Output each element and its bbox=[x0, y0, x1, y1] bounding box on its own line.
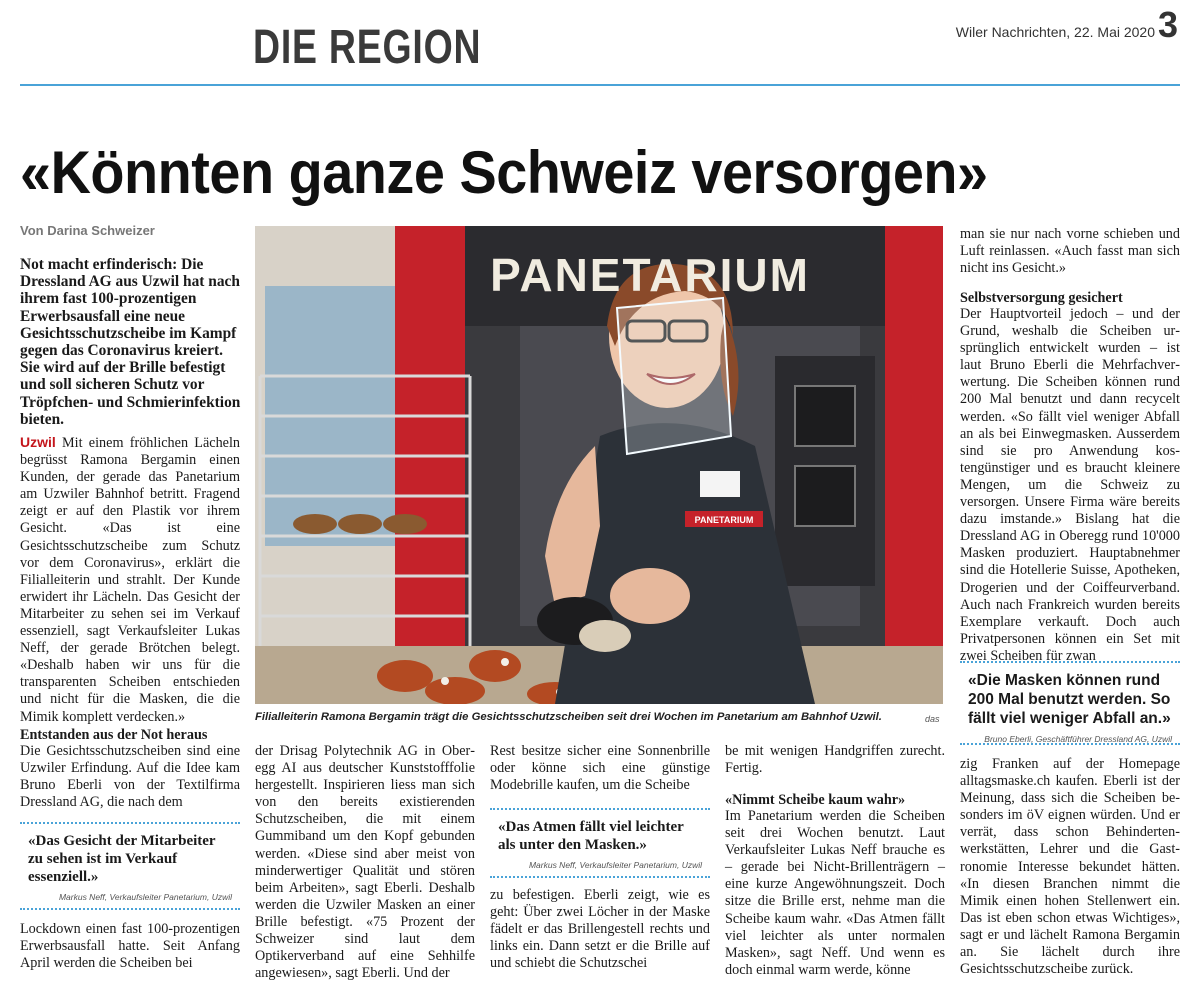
pull-quote-3 bbox=[960, 661, 1180, 745]
headline: «Könnten ganze Schweiz versorgen» bbox=[20, 139, 988, 206]
apron-logo-text: PANETARIUM bbox=[694, 515, 754, 525]
column-5-paragraph-1: man sie nur nach vorne schieben und Luft reinlassen. «Auch fasst man sich nicht ins Gesicht.» bbox=[960, 226, 1180, 277]
column-4-paragraph-2: Im Panetarium werden die Scheiben seit drei Wochen benutzt. Laut Verkaufsleiter Lukas Neff brauche es – gerade bei Nicht-Brillenträgern – eine kurze Angewöhnungszeit. Doch sitze die Brille erst, nehme man die Scheibe kaum wahr. «Das Atmen fällt viel leichter als unter normalen Masken», sagt Neff. Und wenn es doch einmal warm werde, könne bbox=[725, 808, 945, 978]
photo-caption: Filialleiterin Ramona Bergamin trägt die Gesichtsschutzscheiben seit drei Wochen im Panetarium am Bahnhof Uzwil. bbox=[255, 711, 882, 723]
pull-quote-1 bbox=[20, 822, 240, 910]
column-2-paragraph-1: der Drisag Polytechnik AG in Oberegg AI aus deutscher Kunststofffolie hergestellt. Inspirieren liess man sich von den bereits existierenden Schutzscheiben, die mit einem Gummiband um den Kopf gebunden werden. «Diese sind aber meist von minderwertiger Qualität und stören beim Arbeiten», sagt Eberli. Deshalb werden die Uzwiler Masken an einer Brille befestigt. «75 Prozent der Schweizer sind laut dem Optikerverband auf eine Sehhilfe angewiesen», sagt Eberli. Und der bbox=[255, 743, 475, 982]
column-5-paragraph-3: zig Franken auf der Homepage alltagsmaske.ch kaufen. Eberli ist der Meinung, dass sich die Scheiben besonders im öV eignen würden. Und er verrät, dass schon Behindertenwerkstätten, Lehrer und die Gastronomie Interesse bekundet hätten. «In diesen Branchen nimmt die Mimik einen hohen Stellenwert ein. Das ist eben schon etwas Wichtiges», sagt er und lächelt Ramona Bergamin an. Sie lächelt durch ihre Gesichtsschutzscheibe zurück. bbox=[960, 756, 1180, 978]
byline: Von Darina Schweizer bbox=[20, 223, 155, 238]
section-title: DIE REGION bbox=[253, 21, 482, 74]
panetarium-sign-text: PANETARIUM bbox=[490, 249, 810, 301]
column-5-paragraph-2: Der Hauptvorteil jedoch – und der Grund, weshalb die Scheiben ursprünglich entwickelt wurden – ist laut Bruno Eberli die Mehrfachverwertung. Die Scheiben können rund 200 Mal benutzt und dann recycelt werden. «So fällt viel weniger Abfall an als bei Einwegmasken. Ausserdem sind sie pro Anwendung kostengünstiger und es braucht kleinere Mengen, um die Schweiz zu versorgen. Unsere Firma wäre bereits dazu imstande.» Bislang hat die Dressland AG in Oberegg rund 10'000 Masken produziert. Hauptabnehmer sind die Hotellerie Suisse, Apotheken, Drogerien und der Coiffeurverband. Auch nach Frankreich wurden bereits Exemplare verkauft. Doch auch Privatpersonen können ein Set mit zwei Scheiben für zwan bbox=[960, 306, 1180, 664]
column-1-body bbox=[20, 434, 240, 726]
pull-quote-2-text: «Das Atmen fällt viel leichter als unter den Masken.» bbox=[498, 819, 684, 853]
subheading-1: Entstanden aus der Not heraus bbox=[20, 727, 208, 743]
pull-quote-2 bbox=[490, 808, 710, 878]
location-kicker: Uzwil bbox=[20, 434, 56, 450]
column-3-paragraph-2: zu befestigen. Eberli zeigt, wie es geht: Über zwei Löcher in der Maske fädelt er das Brillengestell rechts und links ein. Dann setzt er die Brille auf und schiebt die Schutzschei bbox=[490, 887, 710, 972]
column-4-paragraph-1: be mit wenigen Handgriffen zurecht. Fertig. bbox=[725, 743, 945, 777]
pull-quote-3-source: Bruno Eberli, Geschäftführer Dressland AG, Uzwil bbox=[984, 734, 1172, 744]
subheading-2: «Nimmt Scheibe kaum wahr» bbox=[725, 792, 906, 808]
lead-paragraph: Not macht erfinderisch: Die Dressland AG aus Uzwil hat nach ihrem fast 100-prozentigen Erwerbsausfall eine neue Gesichtsschutzscheibe im Kampf gegen das Coronavirus kreiert. Sie wird auf der Brille befestigt und soll sicheren Schutz vor Tröpfchen- und Schmierinfektion bieten. bbox=[20, 256, 241, 428]
header-rule bbox=[20, 84, 1180, 86]
pull-quote-3-text: «Die Masken können rund 200 Mal benutzt werden. So fällt viel weniger Abfall an.» bbox=[968, 672, 1171, 727]
column-1-paragraph-1: Mit einem fröhlichen Lächeln begrüsst Ramona Bergamin einen Kunden, der gerade das Panetarium am Uzwiler Bahnhof betritt. Fragend zeigt er auf den Plastik vor ihrem Gesicht. «Das ist eine Gesichtsschutzscheibe zum Schutz vor dem Coronavirus», erklärt die Filialleiterin und strahlt. Der Kunde erwidert ihr Lächeln. Das Gesicht der Mitarbeiter zu sehen sei im Verkauf essenziell, sagt Verkaufsleiter Lukas Neff, der gerade Brötchen belegt. «Deshalb haben wir uns für die transparenten Scheiben entschieden und nicht für die Masken, die die Mimik komplett verdecken.» bbox=[20, 435, 240, 725]
column-1-paragraph-2: Die Gesichtsschutzscheiben sind eine Uzwiler Erfindung. Auf die Idee kam Bruno Eberli von der Textilfirma Dressland AG, die nach dem bbox=[20, 743, 240, 811]
page-number: 3 bbox=[1158, 4, 1179, 45]
photo-credit: das bbox=[925, 714, 940, 724]
column-1-paragraph-3: Lockdown einen fast 100-prozentigen Erwerbsausfall hatte. Seit Anfang April werden die Scheiben bei bbox=[20, 921, 240, 972]
masthead-date: Wiler Nachrichten, 22. Mai 2020 bbox=[955, 24, 1155, 40]
pull-quote-1-source: Markus Neff, Verkaufsleiter Panetarium, Uzwil bbox=[58, 892, 232, 902]
pull-quote-2-source: Markus Neff, Verkaufsleiter Panetarium, Uzwil bbox=[528, 860, 702, 870]
pull-quote-1-text: «Das Gesicht der Mitarbeiter zu sehen ist im Verkauf essenziell.» bbox=[28, 833, 216, 885]
column-3-paragraph-1: Rest besitze sicher eine Sonnenbrille oder könne sich eine günstige Modebrille kaufen, um die Scheibe bbox=[490, 743, 710, 794]
subheading-3: Selbstversorgung gesichert bbox=[960, 290, 1123, 306]
article-photo bbox=[255, 226, 943, 704]
